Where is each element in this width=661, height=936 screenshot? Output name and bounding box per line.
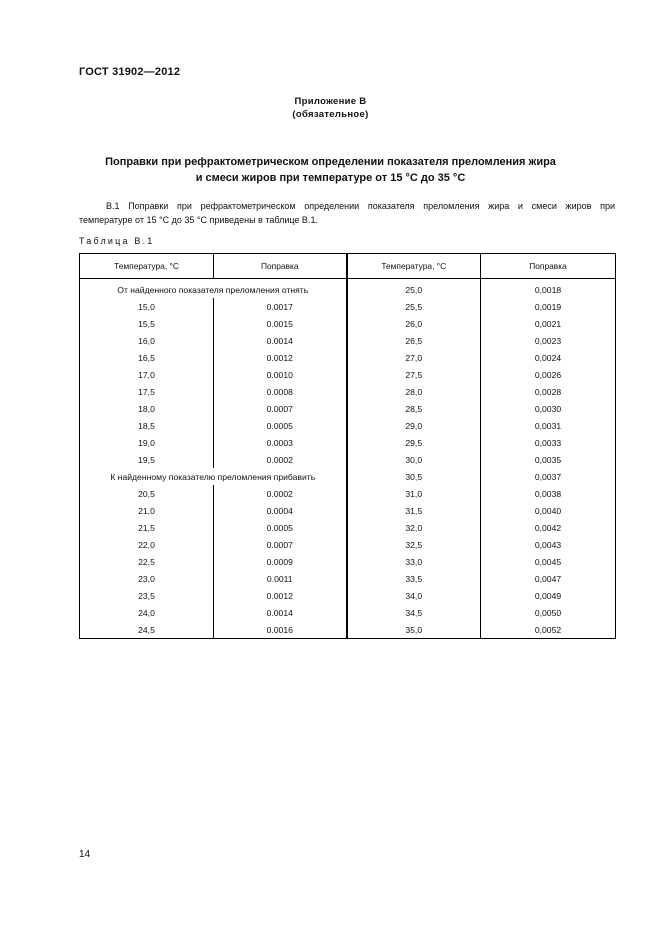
table-row bbox=[80, 332, 616, 349]
cell-correction: 0.0007 bbox=[214, 536, 347, 553]
cell-correction: 0.0011 bbox=[214, 570, 347, 587]
section-title-line-1: Поправки при рефрактометрическом определении показателя преломления жира bbox=[105, 156, 556, 168]
table-row bbox=[80, 553, 616, 570]
document-code: ГОСТ 31902—2012 bbox=[79, 66, 181, 78]
table-row bbox=[80, 587, 616, 604]
cell-correction: 0.0010 bbox=[214, 366, 347, 383]
cell-temperature: 33,0 bbox=[347, 553, 481, 570]
table-row bbox=[80, 604, 616, 621]
cell-temperature: 30,0 bbox=[347, 451, 481, 468]
header-correction-right: Поправка bbox=[481, 254, 616, 279]
header-correction-left: Поправка bbox=[214, 254, 347, 279]
cell-correction: 0.0002 bbox=[214, 451, 347, 468]
cell-temperature: 21,5 bbox=[80, 519, 214, 536]
cell-correction: 0,0047 bbox=[481, 570, 616, 587]
subtract-label: От найденного показателя преломления отнять bbox=[80, 279, 347, 299]
cell-temperature: 21,0 bbox=[80, 502, 214, 519]
cell-temperature: 23,0 bbox=[80, 570, 214, 587]
cell-correction: 0,0043 bbox=[481, 536, 616, 553]
cell-temperature: 15,0 bbox=[80, 298, 214, 315]
cell-temperature: 19,0 bbox=[80, 434, 214, 451]
annex-heading bbox=[0, 95, 661, 121]
cell-correction: 0.0012 bbox=[214, 349, 347, 366]
cell-temperature: 26,0 bbox=[347, 315, 481, 332]
cell-temperature: 17,5 bbox=[80, 383, 214, 400]
table-row bbox=[80, 519, 616, 536]
cell-correction: 0,0033 bbox=[481, 434, 616, 451]
cell-correction: 0.0012 bbox=[214, 587, 347, 604]
table-row bbox=[80, 570, 616, 587]
cell-temperature: 26,5 bbox=[347, 332, 481, 349]
table-row bbox=[80, 417, 616, 434]
cell-correction: 0,0042 bbox=[481, 519, 616, 536]
cell-temperature: 16,5 bbox=[80, 349, 214, 366]
section-title bbox=[0, 154, 661, 186]
cell-temperature: 27,5 bbox=[347, 366, 481, 383]
cell-correction: 0.0003 bbox=[214, 434, 347, 451]
table-row bbox=[80, 502, 616, 519]
table-row bbox=[80, 366, 616, 383]
table-row bbox=[80, 485, 616, 502]
annex-title: Приложение В bbox=[294, 96, 367, 107]
cell-correction: 0.0015 bbox=[214, 315, 347, 332]
cell-correction: 0,0018 bbox=[481, 279, 616, 299]
add-label: К найденному показателю преломления прибавить bbox=[80, 468, 347, 485]
cell-temperature: 22,0 bbox=[80, 536, 214, 553]
paragraph-line-2: температуре от 15 °С до 35 °С приведены в таблице В.1. bbox=[79, 215, 318, 225]
cell-temperature: 24,5 bbox=[80, 621, 214, 639]
cell-temperature: 29,5 bbox=[347, 434, 481, 451]
cell-temperature: 22,5 bbox=[80, 553, 214, 570]
cell-correction: 0,0024 bbox=[481, 349, 616, 366]
cell-temperature: 31,0 bbox=[347, 485, 481, 502]
cell-temperature: 32,5 bbox=[347, 536, 481, 553]
cell-correction: 0,0023 bbox=[481, 332, 616, 349]
table-body bbox=[80, 279, 616, 639]
cell-correction: 0.0008 bbox=[214, 383, 347, 400]
cell-temperature: 35,0 bbox=[347, 621, 481, 639]
cell-temperature: 28,0 bbox=[347, 383, 481, 400]
cell-temperature: 30,5 bbox=[347, 468, 481, 485]
cell-correction: 0,0035 bbox=[481, 451, 616, 468]
header-temperature-left: Температура, °С bbox=[80, 254, 214, 279]
table-row bbox=[80, 400, 616, 417]
cell-correction: 0,0028 bbox=[481, 383, 616, 400]
cell-correction: 0,0021 bbox=[481, 315, 616, 332]
cell-temperature: 34,0 bbox=[347, 587, 481, 604]
cell-correction: 0,0045 bbox=[481, 553, 616, 570]
cell-correction: 0.0007 bbox=[214, 400, 347, 417]
cell-correction: 0,0052 bbox=[481, 621, 616, 639]
cell-temperature: 15,5 bbox=[80, 315, 214, 332]
table-row bbox=[80, 536, 616, 553]
cell-correction: 0.0016 bbox=[214, 621, 347, 639]
table-row bbox=[80, 451, 616, 468]
cell-correction: 0,0037 bbox=[481, 468, 616, 485]
cell-temperature: 33,5 bbox=[347, 570, 481, 587]
table-row bbox=[80, 298, 616, 315]
cell-correction: 0.0002 bbox=[214, 485, 347, 502]
cell-correction: 0.0014 bbox=[214, 604, 347, 621]
paragraph-line-1: В.1 Поправки при рефрактометрическом определении показателя преломления жира и смеси жиров при bbox=[106, 201, 615, 211]
cell-correction: 0.0004 bbox=[214, 502, 347, 519]
table-row bbox=[80, 279, 616, 299]
header-temperature-right: Температура, °С bbox=[347, 254, 481, 279]
cell-temperature: 19,5 bbox=[80, 451, 214, 468]
cell-correction: 0.0009 bbox=[214, 553, 347, 570]
cell-temperature: 18,0 bbox=[80, 400, 214, 417]
cell-correction: 0,0050 bbox=[481, 604, 616, 621]
correction-table bbox=[79, 253, 616, 639]
cell-temperature: 23,5 bbox=[80, 587, 214, 604]
cell-correction: 0,0026 bbox=[481, 366, 616, 383]
cell-temperature: 27,0 bbox=[347, 349, 481, 366]
cell-correction: 0,0031 bbox=[481, 417, 616, 434]
annex-status: (обязательное) bbox=[292, 109, 369, 120]
cell-correction: 0,0040 bbox=[481, 502, 616, 519]
table-row bbox=[80, 315, 616, 332]
paragraph-b1 bbox=[79, 199, 615, 227]
cell-correction: 0.0017 bbox=[214, 298, 347, 315]
cell-temperature: 32,0 bbox=[347, 519, 481, 536]
table-row bbox=[80, 621, 616, 639]
cell-temperature: 18,5 bbox=[80, 417, 214, 434]
cell-temperature: 16,0 bbox=[80, 332, 214, 349]
cell-correction: 0,0038 bbox=[481, 485, 616, 502]
cell-correction: 0.0014 bbox=[214, 332, 347, 349]
table-row bbox=[80, 468, 616, 485]
page-number: 14 bbox=[79, 849, 91, 860]
cell-temperature: 29,0 bbox=[347, 417, 481, 434]
cell-temperature: 20,5 bbox=[80, 485, 214, 502]
cell-correction: 0.0005 bbox=[214, 417, 347, 434]
cell-temperature: 34,5 bbox=[347, 604, 481, 621]
cell-temperature: 31,5 bbox=[347, 502, 481, 519]
cell-correction: 0.0005 bbox=[214, 519, 347, 536]
cell-temperature: 25,0 bbox=[347, 279, 481, 299]
section-title-line-2: и смеси жиров при температуре от 15 °С до 35 °С bbox=[195, 172, 466, 184]
cell-correction: 0,0030 bbox=[481, 400, 616, 417]
cell-temperature: 17,0 bbox=[80, 366, 214, 383]
cell-temperature: 25,5 bbox=[347, 298, 481, 315]
table-row bbox=[80, 383, 616, 400]
cell-temperature: 24,0 bbox=[80, 604, 214, 621]
cell-temperature: 28,5 bbox=[347, 400, 481, 417]
table-row bbox=[80, 349, 616, 366]
cell-correction: 0,0049 bbox=[481, 587, 616, 604]
table-header-row bbox=[80, 254, 616, 279]
table-caption: Таблица В.1 bbox=[79, 236, 155, 246]
cell-correction: 0,0019 bbox=[481, 298, 616, 315]
table-row bbox=[80, 434, 616, 451]
